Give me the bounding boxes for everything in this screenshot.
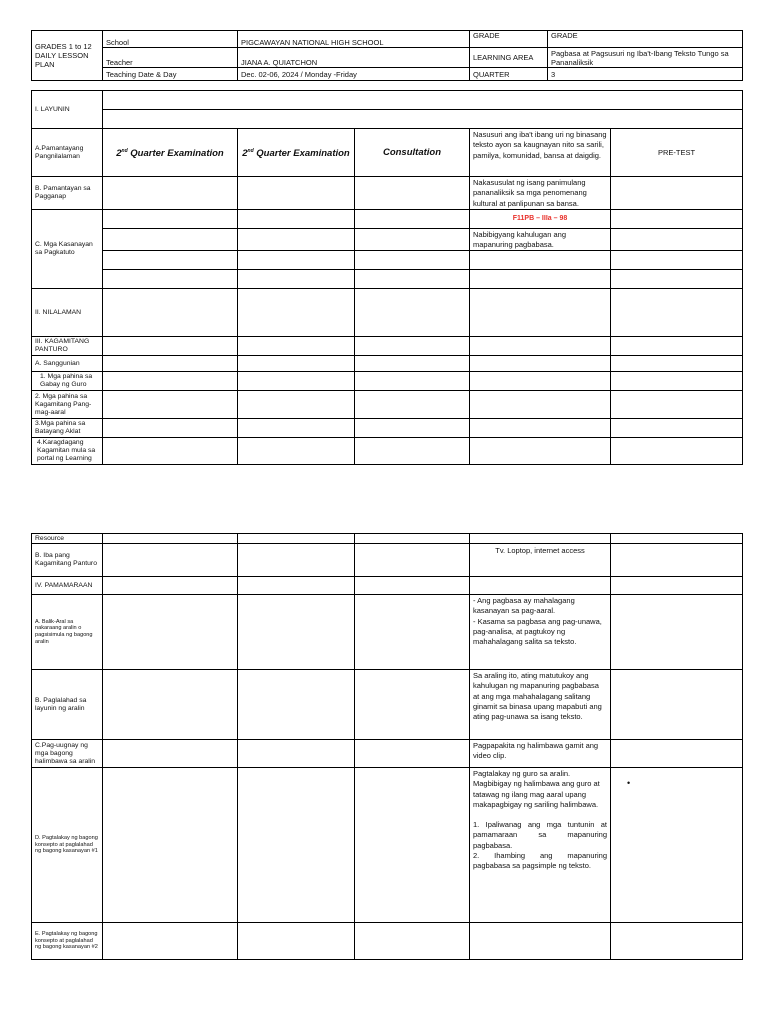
iba-pang-kagamitan-label: B. Iba pang Kagamitang Panturo <box>32 544 103 577</box>
materials-text: Tv. Loptop, internet access <box>470 544 611 577</box>
balik-aral-text: - Ang pagbasa ay mahalagang kasanayan sa pag-aaral. - Kasama sa pagbasa ang pag-unawa, pag-analisa, at pagtukoy ng mahahalagang salita sa teksto. <box>470 595 611 670</box>
header-table <box>31 30 743 81</box>
pagtalakay-1-item-2: 2. Ihambing ang mapanuring pagbabasa sa pagsimple ng teksto. <box>473 851 607 871</box>
learning-area-label: LEARNING AREA <box>470 48 548 68</box>
resource-label: Resource <box>32 534 103 544</box>
kagamitang-panturo-label: III. KAGAMITANG PANTURO <box>32 337 103 356</box>
school-label: School <box>103 31 238 48</box>
bullet-point: • <box>611 768 743 923</box>
sanggunian-label: A. Sanggunian <box>32 356 103 372</box>
learning-area-value: Pagbasa at Pagsusuri ng Iba't-Ibang Teksto Tungo sa Pananaliksik <box>548 48 743 68</box>
teacher-label: Teacher <box>103 48 238 68</box>
quarter-label: QUARTER <box>470 68 548 81</box>
quarter-value: 3 <box>548 68 743 81</box>
pamantayang-pangnilalaman-label: A.Pamantayang Pangnilalaman <box>32 129 103 177</box>
pag-uugnay-label: C.Pag-uugnay ng mga bagong halimbawa sa aralin <box>32 740 103 768</box>
col-head-exam-1: 2nd Quarter Examination <box>103 129 238 177</box>
pagtalakay-1-text <box>470 768 611 923</box>
pamantayan-sa-pagganap-label: B. Pamantayan sa Pagganap <box>32 177 103 210</box>
date-label: Teaching Date & Day <box>103 68 238 81</box>
nilalaman-label: II. NILALAMAN <box>32 289 103 337</box>
school-value: PIGCAWAYAN NATIONAL HIGH SCHOOL <box>238 31 470 48</box>
grade-value: GRADE <box>548 31 743 48</box>
objectives-table <box>31 90 743 465</box>
pagtalakay-1-intro: Pagtalakay ng guro sa aralin. Magbibigay ng halimbawa ang guro at tatawag ng ilang mag aaral upang makapagbigay ng sariling halimbawa. <box>473 769 600 809</box>
content-standard-text: Nasusuri ang iba't ibang uri ng binasang teksto ayon sa kaugnayan nito sa sarili, pamilya, komunidad, bansa at daigdig. <box>470 129 611 177</box>
pagtalakay-2-label: E. Pagtalakay ng bagong konsepto at paglalahad ng bagong kasanayan #2 <box>32 923 103 960</box>
paglalahad-text: Sa araling ito, ating matutukoy ang kahulugan ng mapanuring pagbabasa at ang mga mahahalagang salitang ginamit sa binasa upang mapabuti ang ating pag-unawa sa isang teksto. <box>470 670 611 740</box>
col-head-exam-2: 2nd Quarter Examination <box>238 129 355 177</box>
teacher-value: JIANA A. QUIATCHON <box>238 48 470 68</box>
date-value: Dec. 02-06, 2024 / Monday -Friday <box>238 68 470 81</box>
gabay-label: 1. Mga pahina sa Gabay ng Guro <box>32 372 103 391</box>
grade-label: GRADE <box>470 31 548 48</box>
col-head-consultation: Consultation <box>355 129 470 177</box>
layunin-label: I. LAYUNIN <box>32 91 103 129</box>
pagtalakay-1-label: D. Pagtalakay ng bagong konsepto at paglalahad ng bagong kasanayan #1 <box>32 768 103 923</box>
plan-label: GRADES 1 to 12 DAILY LESSON PLAN <box>32 31 103 81</box>
competency-text: Nabibigyang kahulugan ang mapanuring pagbabasa. <box>470 228 611 251</box>
pamamaraan-label: IV. PAMAMARAAN <box>32 577 103 595</box>
paglalahad-label: B. Paglalahad sa layunin ng aralin <box>32 670 103 740</box>
pagtalakay-1-item-1: 1. Ipaliwanag ang mga tuntunin at pamamaraan sa mapanuring pagbabasa. <box>473 820 607 850</box>
kagamitang-pang-mag-aaral-label: 2. Mga pahina sa Kagamitang Pang-mag-aaral <box>32 391 103 419</box>
competency-code: F11PB – IIIa – 98 <box>470 209 611 228</box>
batayang-aklat-label: 3.Mga pahina sa Batayang Aklat <box>32 419 103 438</box>
pag-uugnay-text: Pagpapakita ng halimbawa gamit ang video clip. <box>470 740 611 768</box>
pre-test-label: PRE-TEST <box>611 129 743 177</box>
karagdagang-label: 4.Karagdagang Kagamitan mula sa portal ng Learning <box>32 438 103 465</box>
balik-aral-label: A. Balik-Aral sa nakaraang aralin o pagsisimula ng bagong aralin <box>32 595 103 670</box>
kasanayan-label: C. Mga Kasanayan sa Pagkatuto <box>32 209 103 289</box>
procedure-table <box>31 533 743 960</box>
performance-standard-text: Nakasusulat ng isang panimulang pananaliksik sa mga penomenang kultural at panlipunan sa bansa. <box>470 177 611 210</box>
